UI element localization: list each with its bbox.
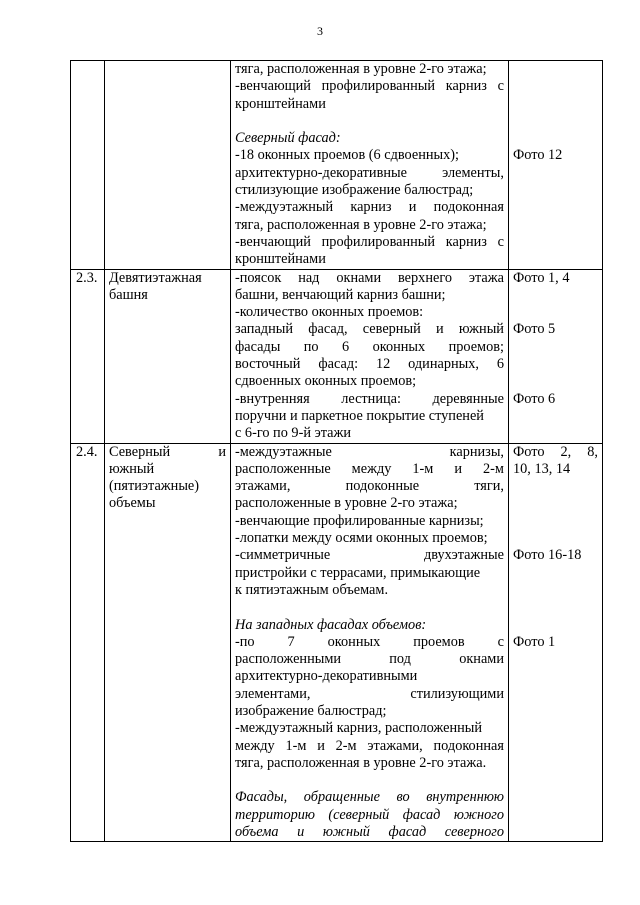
description-line: -симметричные двухэтажные [235, 547, 504, 564]
description-line: -поясок над окнами верхнего этажа [235, 269, 504, 286]
blank-line [235, 113, 504, 130]
description-line: западный фасад, северный и южный [235, 321, 504, 338]
blank-line [513, 373, 598, 390]
monument-features-table [70, 60, 603, 842]
photo-reference: Фото 5 [513, 321, 556, 338]
blank-line [513, 130, 598, 147]
description-line: -внутренняя лестница: деревянные [235, 390, 504, 407]
description-line: расположенными под окнами [235, 651, 504, 668]
description-cell [231, 61, 509, 270]
description-line: тяга, расположенная в уровне 2-го этажа; [235, 61, 487, 77]
blank-line [513, 617, 598, 634]
object-name-cell [105, 269, 231, 443]
description-line: башни, венчающий карниз башни; [235, 286, 446, 303]
description-line: сдвоенных оконных проемов; [235, 373, 417, 390]
blank-line [235, 599, 504, 616]
description-line: Северный фасад: [235, 130, 341, 147]
description-line: объема и южный фасад северного [235, 824, 504, 841]
object-name-line: башня [109, 286, 148, 303]
description-line: -18 оконных проемов (6 сдвоенных); [235, 147, 459, 164]
description-line: -междуэтажный карниз и подоконная [235, 199, 504, 216]
description-cell [231, 443, 509, 842]
description-line: -лопатки между осями оконных проемов; [235, 530, 488, 547]
description-line: стилизующие изображение балюстрад; [235, 182, 474, 199]
blank-line [513, 61, 598, 78]
description-line: -междуэтажный карниз, расположенный [235, 720, 483, 737]
photo-reference-cell [509, 61, 603, 270]
object-name-line: южный [109, 460, 155, 477]
description-line: поручни и паркетное покрытие ступеней [235, 407, 484, 424]
description-line: архитектурно-декоративные элементы, [235, 164, 504, 181]
description-line: -междуэтажные карнизы, [235, 443, 504, 460]
photo-reference: Фото 1, 4 [513, 269, 570, 286]
row-number: 2.4. [76, 443, 98, 460]
description-line: -по 7 оконных проемов с [235, 633, 504, 650]
description-line: изображение балюстрад; [235, 702, 387, 719]
description-line: тяга, расположенная в уровне 2-го этажа; [235, 216, 487, 233]
object-name-line: Северный и [109, 443, 226, 460]
blank-line [513, 96, 598, 113]
blank-line [513, 78, 598, 95]
photo-reference-cell [509, 269, 603, 443]
description-cell [231, 269, 509, 443]
description-line: -венчающие профилированные карнизы; [235, 512, 484, 529]
object-name-line: Девятиэтажная [109, 269, 202, 286]
description-line: На западных фасадах объемов: [235, 616, 427, 633]
description-line: кронштейнами [235, 251, 326, 268]
description-line: расположенные между 1-м и 2-м [235, 460, 504, 477]
photo-reference: Фото 6 [513, 390, 556, 407]
blank-line [513, 582, 598, 599]
photo-reference: Фото 1 [513, 633, 556, 650]
photo-reference: 10, 13, 14 [513, 460, 571, 477]
blank-line [513, 599, 598, 616]
description-line: Фасады, обращенные во внутреннюю [235, 789, 504, 806]
table-row [71, 61, 603, 270]
description-line: пристройки с террасами, примыкающие [235, 564, 481, 581]
blank-line [513, 356, 598, 373]
description-line: -венчающий профилированный карниз с [235, 233, 504, 250]
blank-line [235, 772, 504, 789]
object-name-cell [105, 61, 231, 270]
description-line: фасады по 6 оконных проемов; [235, 338, 504, 355]
description-line: восточный фасад: 12 одинарных, 6 [235, 356, 504, 373]
photo-reference: Фото 16-18 [513, 547, 582, 564]
photo-reference: Фото 2, 8, [513, 443, 598, 460]
description-line: кронштейнами [235, 95, 326, 112]
table-row [71, 269, 603, 443]
object-name-line: объемы [109, 495, 156, 512]
description-line: с 6-го по 9-й этажи [235, 425, 352, 442]
blank-line [513, 495, 598, 512]
row-number-cell [71, 443, 105, 842]
description-line: -количество оконных проемов: [235, 304, 424, 321]
blank-line [513, 287, 598, 304]
blank-line [513, 113, 598, 130]
blank-line [513, 565, 598, 582]
table-row [71, 443, 603, 842]
description-line: архитектурно-декоративными [235, 668, 418, 685]
object-name-line: (пятиэтажные) [109, 478, 200, 495]
object-name-cell [105, 443, 231, 842]
photo-reference: Фото 12 [513, 147, 563, 164]
description-line: -венчающий профилированный карниз с [235, 78, 504, 95]
description-line: расположенные в уровне 2-го этажа; [235, 495, 458, 512]
blank-line [513, 530, 598, 547]
row-number-cell [71, 61, 105, 270]
row-number-cell [71, 269, 105, 443]
blank-line [513, 478, 598, 495]
page-number: 3 [317, 24, 323, 38]
blank-line [513, 304, 598, 321]
description-line: этажами, подоконные тяги, [235, 478, 504, 495]
description-line: между 1-м и 2-м этажами, подоконная [235, 737, 504, 754]
description-line: к пятиэтажным объемам. [235, 581, 389, 598]
description-line: тяга, расположенная в уровне 2-го этажа. [235, 754, 487, 771]
description-line: территорию (северный фасад южного [235, 806, 504, 823]
blank-line [513, 339, 598, 356]
blank-line [513, 513, 598, 530]
photo-reference-cell [509, 443, 603, 842]
row-number: 2.3. [76, 269, 98, 286]
description-line: элементами, стилизующими [235, 685, 504, 702]
